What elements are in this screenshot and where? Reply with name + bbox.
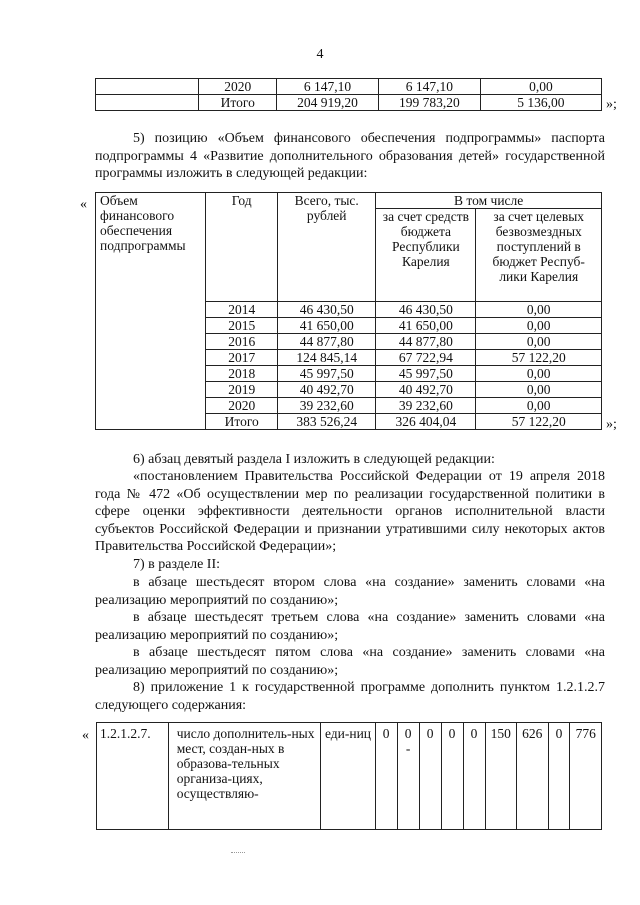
table-cell: [96, 95, 199, 111]
table-cell: 41 650,00: [376, 318, 476, 334]
table-cell: 45 997,50: [376, 366, 476, 382]
table-cell: 2016: [206, 334, 278, 350]
table-cell: [96, 79, 199, 95]
table-cell: 776: [570, 723, 602, 830]
table-cell: 0,00: [476, 318, 602, 334]
table-cell: 46 430,50: [376, 302, 476, 318]
table-cell: 204 919,20: [277, 95, 379, 111]
table-cell: 2019: [206, 382, 278, 398]
funding-table-continuation: [95, 78, 602, 111]
column-header-budget: за счет средств бюджета Республики Карелия: [376, 209, 476, 302]
table-cell: 5 136,00: [480, 95, 601, 111]
table-cell: 2014: [206, 302, 278, 318]
paragraph-6-intro: 6) абзац девятый раздела I изложить в следующей редакции:: [133, 452, 495, 467]
column-header-grants: за счет целевых безвозмездных поступлений в бюджет Респуб-лики Карелия: [476, 209, 602, 302]
table-cell: Итого: [206, 414, 278, 430]
table-cell: 6 147,10: [378, 79, 480, 95]
opening-quote: «: [82, 728, 89, 743]
column-header-year: Год: [206, 193, 278, 302]
table-cell: 45 997,50: [278, 366, 376, 382]
row-label: Объем финансового обеспечения подпрограммы: [96, 193, 206, 430]
table-cell: 326 404,04: [376, 414, 476, 430]
table-header-row: [96, 193, 602, 209]
table-cell: 0,00: [476, 366, 602, 382]
table-cell: 150: [485, 723, 517, 830]
table-cell: 199 783,20: [378, 95, 480, 111]
table-cell: [397, 723, 419, 830]
table-row: [96, 95, 602, 111]
table-cell: 67 722,94: [376, 350, 476, 366]
column-header-total: Всего, тыс. рублей: [278, 193, 376, 302]
table-cell: 39 232,60: [278, 398, 376, 414]
table-cell: 2017: [206, 350, 278, 366]
paragraph-7-c: в абзаце шестьдесят пятом слова «на создание» заменить словами «на реализацию мероприятий по созданию»;: [95, 645, 605, 678]
item-description: число дополнитель-ных мест, создан-ных в образова-тельных организа-циях, осуществляю-: [168, 723, 321, 830]
table-cell: 2018: [206, 366, 278, 382]
table-cell: 41 650,00: [278, 318, 376, 334]
paragraph-7-intro: 7) в разделе II:: [133, 557, 221, 572]
table-cell: 46 430,50: [278, 302, 376, 318]
table-cell: 0: [463, 723, 485, 830]
table-cell: 44 877,80: [278, 334, 376, 350]
table-cell: 0,00: [476, 382, 602, 398]
table-cell: 0,00: [476, 334, 602, 350]
table-cell: 626: [517, 723, 549, 830]
table-cell: 40 492,70: [278, 382, 376, 398]
table-cell: 40 492,70: [376, 382, 476, 398]
table-cell: 6 147,10: [277, 79, 379, 95]
table-cell: 124 845,14: [278, 350, 376, 366]
table-cell: 0,00: [476, 398, 602, 414]
item-unit: еди-ниц: [321, 723, 375, 830]
closing-quote: »;: [606, 417, 617, 432]
table-cell: 2015: [206, 318, 278, 334]
opening-quote: «: [80, 197, 87, 212]
appendix-table: [96, 722, 602, 830]
cell-dash: -: [405, 741, 411, 756]
item-code: 1.2.1.2.7.: [97, 723, 169, 830]
paragraph-7-a: в абзаце шестьдесят втором слова «на создание» заменить словами «на реализацию мероприятий по созданию»;: [95, 575, 605, 608]
table-cell: 0: [419, 723, 441, 830]
paragraph-5: 5) позицию «Объем финансового обеспечения подпрограммы» паспорта подпрограммы 4 «Развитие дополнительного образования детей» государственной программы изложить в следующей редакции:: [95, 131, 605, 181]
table-cell: 0: [375, 723, 397, 830]
paragraph-7-b: в абзаце шестьдесят третьем слова «на создание» заменить словами «на реализацию мероприятий по созданию»;: [95, 610, 605, 643]
table-cell: 57 122,20: [476, 350, 602, 366]
paragraph-6-quote: «постановлением Правительства Российской Федерации от 19 апреля 2018 года № 472 «Об осуществлении мер по реализации государственной политики в сфере оценки эффективности деятельности органов исполнительной власти субъектов Российской Федерации и признании утратившими силу некоторых актов Правительства Российской Федерации»;: [95, 469, 605, 554]
table-cell: Итого: [199, 95, 277, 111]
table-row: [96, 79, 602, 95]
table-cell: 2020: [199, 79, 277, 95]
scan-artifact: [231, 852, 245, 855]
column-header-including: В том числе: [376, 193, 602, 209]
table-cell: 39 232,60: [376, 398, 476, 414]
cell-value: 0: [404, 726, 412, 741]
table-cell: 0: [548, 723, 570, 830]
table-cell: 383 526,24: [278, 414, 376, 430]
table-cell: 44 877,80: [376, 334, 476, 350]
table-cell: 2020: [206, 398, 278, 414]
paragraph-8: 8) приложение 1 к государственной программе дополнить пунктом 1.2.1.2.7 следующего содержания:: [95, 680, 605, 713]
funding-table: [95, 192, 602, 430]
page-number: 4: [316, 47, 324, 62]
closing-quote: »;: [606, 97, 617, 112]
table-cell: 0,00: [480, 79, 601, 95]
table-row: [97, 723, 602, 830]
table-cell: 0: [441, 723, 463, 830]
table-cell: 0,00: [476, 302, 602, 318]
table-cell: 57 122,20: [476, 414, 602, 430]
